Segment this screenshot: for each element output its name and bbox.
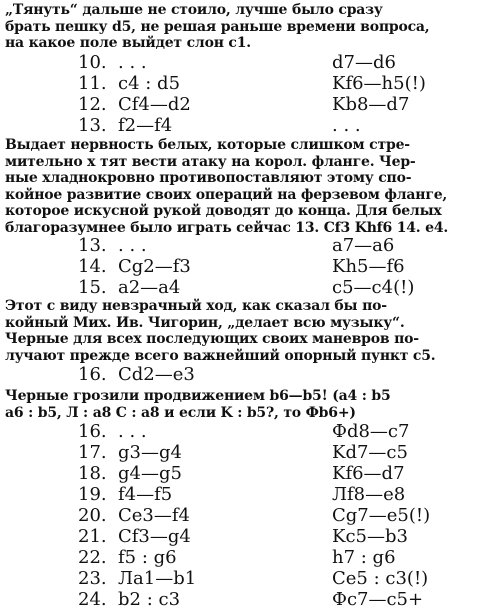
text-line: Черные для всех последующих своих маневров по- — [5, 331, 419, 347]
move-number: 11. — [78, 73, 107, 94]
comment-paragraph — [5, 388, 497, 421]
move-row — [0, 115, 500, 137]
black-move: Kf6—d7 — [332, 463, 405, 484]
text-line: койный Мих. Ив. Чигорин, „делает всю музыку“. — [5, 314, 405, 331]
text-line: на какое поле выйдет слон c1. — [5, 35, 251, 51]
black-move: Cg7—e5(!) — [332, 505, 431, 526]
comment-paragraph — [5, 298, 497, 364]
move-row — [0, 505, 500, 527]
move-row — [0, 589, 500, 611]
white-move: a2—a4 — [118, 277, 181, 298]
move-number: 15. — [78, 277, 107, 298]
white-move: b2 : c3 — [118, 589, 181, 610]
move-row — [0, 547, 500, 569]
text-line: койное развитие своих операций на ферзевом фланге, — [5, 186, 448, 203]
text-line: которое искусной рукой доводят до конца. Для белых — [5, 203, 442, 219]
move-row — [0, 526, 500, 548]
black-move: h7 : g6 — [332, 547, 396, 568]
black-move: Kd7—c5 — [332, 442, 408, 463]
text-line: Этот с виду невзрачный ход, как сказал бы по- — [5, 298, 387, 314]
move-row — [0, 235, 500, 257]
move-number: 16. — [78, 364, 107, 385]
white-move: c4 : d5 — [118, 73, 181, 94]
move-row — [0, 421, 500, 443]
text-line: Черные грозили продвижением b6—b5! (a4 : b5 — [5, 388, 391, 404]
white-move: . . . — [118, 52, 147, 73]
text-line: брать пешку d5, не решая раньше времени вопроса, — [5, 18, 430, 35]
black-move: Фc7—c5+ — [332, 589, 424, 610]
move-row — [0, 484, 500, 506]
move-number: 20. — [78, 505, 107, 526]
white-move: g4—g5 — [118, 463, 182, 484]
move-row — [0, 52, 500, 74]
black-move: Ce5 : c3(!) — [332, 568, 429, 589]
move-row — [0, 442, 500, 464]
text-line: лучают прежде всего важнейший опорный пункт c5. — [5, 347, 436, 364]
move-row — [0, 364, 500, 386]
move-number: 14. — [78, 256, 107, 277]
move-number: 13. — [78, 115, 107, 136]
black-move: Kb8—d7 — [332, 94, 410, 115]
white-move: f2—f4 — [118, 115, 173, 136]
intro-paragraph — [5, 2, 497, 52]
move-number: 22. — [78, 547, 107, 568]
white-move: Ce3—f4 — [118, 505, 190, 526]
white-move: . . . — [118, 421, 147, 442]
black-move: Лf8—e8 — [332, 484, 406, 505]
move-number: 10. — [78, 52, 107, 73]
move-row — [0, 73, 500, 95]
comment-paragraph — [5, 137, 497, 236]
text-line: Выдает нервность белых, которые слишком стре- — [5, 137, 410, 153]
black-move: Kh5—f6 — [332, 256, 405, 277]
white-move: Cg2—f3 — [118, 256, 191, 277]
move-number: 18. — [78, 463, 107, 484]
black-move: Kc5—b3 — [332, 526, 408, 547]
black-move: c5—c4(!) — [332, 277, 415, 298]
move-number: 13. — [78, 235, 107, 256]
white-move: Лa1—b1 — [118, 568, 197, 589]
move-number: 23. — [78, 568, 107, 589]
black-move: . . . — [332, 115, 361, 136]
move-row — [0, 94, 500, 116]
white-move: Cf3—g4 — [118, 526, 191, 547]
move-number: 17. — [78, 442, 107, 463]
white-move: f5 : g6 — [118, 547, 177, 568]
text-line: ные хладнокровно противопоставляют этому спо- — [5, 170, 412, 186]
text-line: благоразумнее было играть сейчас 13. Cf3 Khf6 14. e4. — [5, 219, 449, 236]
black-move: Фd8—c7 — [332, 421, 410, 442]
black-move: a7—a6 — [332, 235, 395, 256]
text-line: мительно х тят вести атаку на корол. фланге. Чер- — [5, 153, 416, 170]
white-move: Cd2—e3 — [118, 364, 195, 385]
white-move: Cf4—d2 — [118, 94, 191, 115]
white-move: f4—f5 — [118, 484, 173, 505]
black-move: d7—d6 — [332, 52, 396, 73]
move-row — [0, 463, 500, 485]
black-move: Kf6—h5(!) — [332, 73, 426, 94]
move-number: 24. — [78, 589, 107, 610]
white-move: g3—g4 — [118, 442, 182, 463]
move-row — [0, 277, 500, 299]
move-number: 21. — [78, 526, 107, 547]
move-number: 12. — [78, 94, 107, 115]
text-line: „Тянуть“ дальше не стоило, лучше было сразу — [5, 2, 383, 18]
move-number: 19. — [78, 484, 107, 505]
move-number: 16. — [78, 421, 107, 442]
text-line: a6 : b5, Л : a8 C : a8 и если K : b5?, то Фb6+) — [5, 404, 356, 421]
white-move: . . . — [118, 235, 147, 256]
move-row — [0, 568, 500, 590]
move-row — [0, 256, 500, 278]
